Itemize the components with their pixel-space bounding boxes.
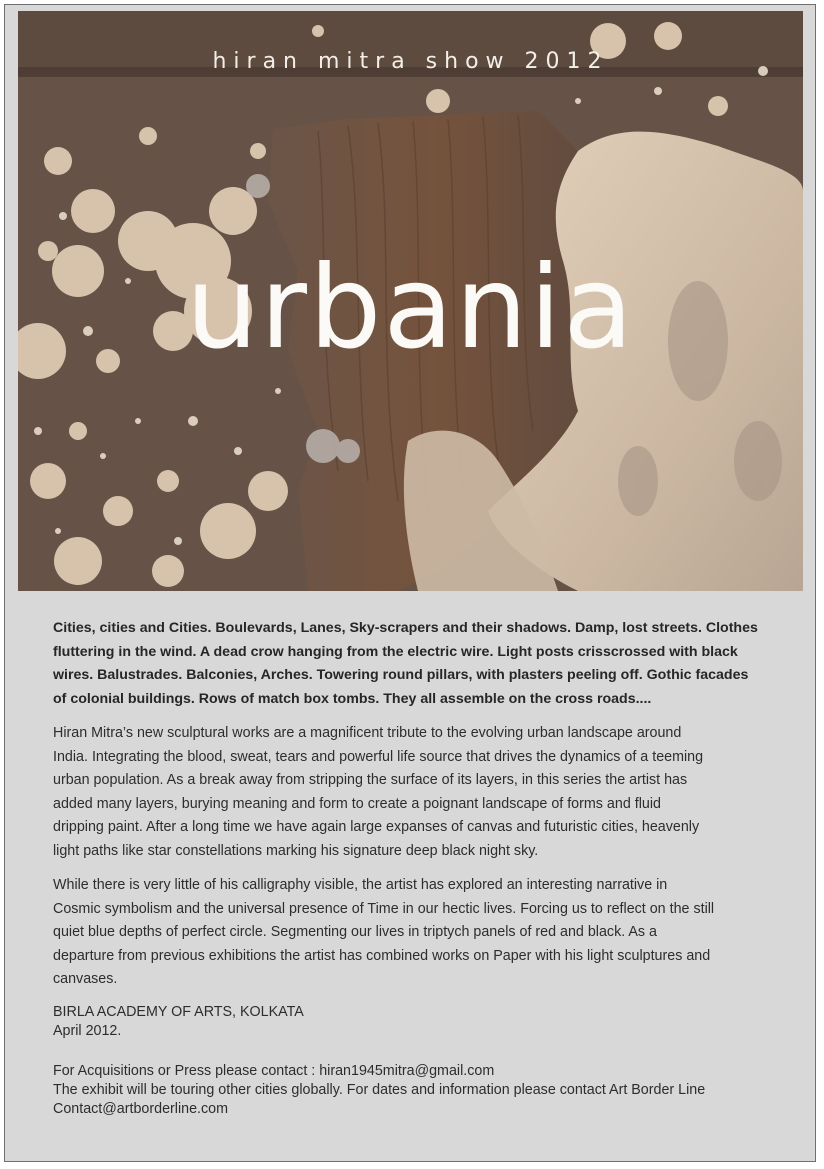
exhibition-title: urbania <box>185 241 636 374</box>
page-frame <box>4 4 816 1162</box>
paragraph-line: departure from previous exhibitions the artist has combined works on Paper with his light sculptures and <box>53 947 711 964</box>
contact-line: Contact@artborderline.com <box>53 1100 229 1117</box>
intro-paragraph <box>53 617 775 711</box>
intro-line: wires. Balustrades. Balconies, Arches. Towering round pillars, with plasters peeling off. Gothic facades <box>53 667 749 683</box>
paragraph-line: Cosmic symbolism and the universal presence of Time in our hectic lives. Forcing us to reflect on the still <box>53 900 715 917</box>
contact-block <box>53 1062 775 1119</box>
exhibition-subtitle: hiran mitra show 2012 <box>212 49 609 74</box>
exhibition-date: April 2012. <box>53 1022 122 1039</box>
contact-line: The exhibit will be touring other cities globally. For dates and information please contact Art Border Line <box>53 1081 706 1098</box>
venue-block <box>53 1003 775 1041</box>
paragraph-line: canvases. <box>53 971 118 987</box>
paragraph-line: light paths like star constellations marking his signature deep black night sky. <box>53 842 539 859</box>
paragraph-line: India. Integrating the blood, sweat, tears and powerful life source that drives the dynamics of a teeming <box>53 748 704 765</box>
contact-line: For Acquisitions or Press please contact : hiran1945mitra@gmail.com <box>53 1062 495 1079</box>
venue-name: BIRLA ACADEMY OF ARTS, KOLKATA <box>53 1003 304 1020</box>
description-text <box>53 617 775 1119</box>
description-paragraph <box>53 722 775 863</box>
hero-image <box>18 11 803 591</box>
intro-line: fluttering in the wind. A dead crow hanging from the electric wire. Light posts crisscrossed with black <box>53 643 738 660</box>
paragraph-line: added many layers, burying meaning and form to create a poignant landscape of forms and fluid <box>53 795 661 812</box>
description-paragraph <box>53 874 775 992</box>
paragraph-line: Hiran Mitra’s new sculptural works are a magnificent tribute to the evolving urban landscape around <box>53 725 682 741</box>
paragraph-line: urban population. As a break away from stripping the surface of its layers, in this series the artist has <box>53 772 688 788</box>
paragraph-line: quiet blue depths of perfect circle. Segmenting our lives in triptych panels of red and black. As a <box>53 924 657 940</box>
intro-line: of colonial buildings. Rows of match box tombs. They all assemble on the cross roads.... <box>53 690 652 707</box>
paragraph-line: dripping paint. After a long time we have again large expanses of canvas and futuristic cities, heavenly <box>53 819 700 835</box>
intro-line: Cities, cities and Cities. Boulevards, Lanes, Sky-scrapers and their shadows. Damp, lost streets. Clothes <box>53 620 758 636</box>
paragraph-line: While there is very little of his calligraphy visible, the artist has explored an interesting narrative in <box>53 877 668 893</box>
